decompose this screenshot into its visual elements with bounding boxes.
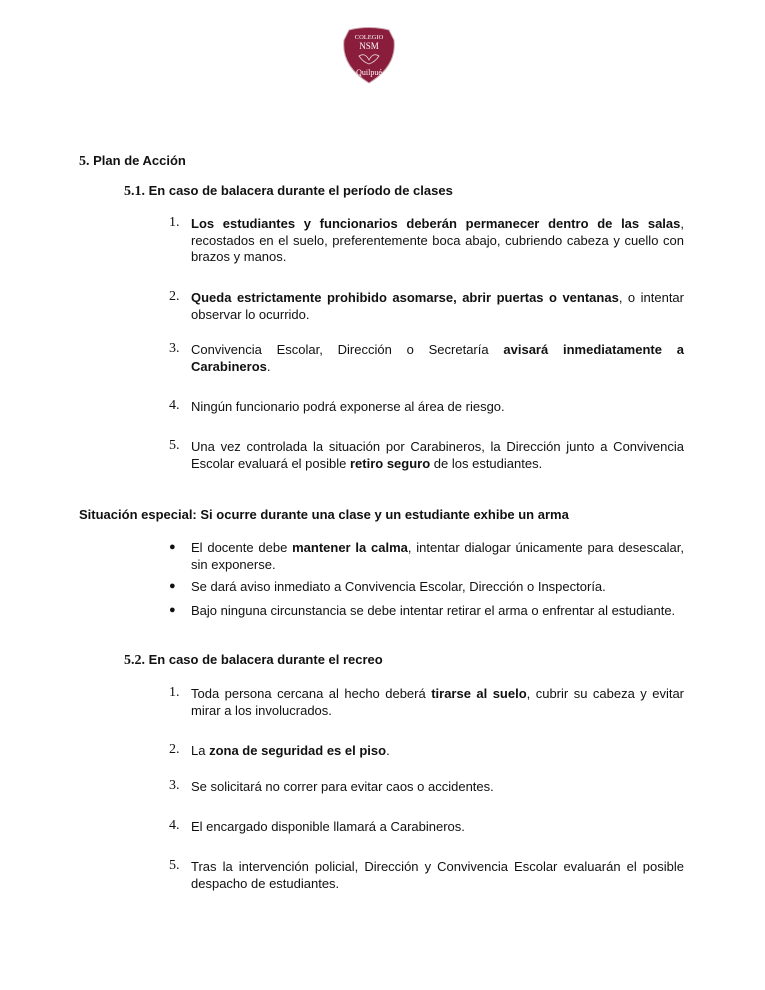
list-item [191, 290, 684, 323]
item-pre: La [191, 743, 210, 758]
bullet-icon: ● [169, 604, 176, 616]
item-bold: tirarse al suelo [431, 686, 527, 701]
item-text: . [266, 358, 271, 374]
list-item [191, 779, 684, 796]
item-text: Ningún funcionario podrá exponerse al área de riesgo. [191, 399, 505, 414]
list-number: 1. [169, 215, 180, 230]
item-text: , o intentar observar lo ocurrido. [191, 290, 684, 322]
list-number: 3. [169, 341, 180, 356]
logo-line3: Quilpué [356, 68, 382, 77]
subsection-title-text: En caso de balacera durante el período de clases [148, 183, 453, 198]
subsection-title-2 [124, 652, 383, 669]
item-pre: Toda persona cercana al hecho deberá [191, 686, 432, 701]
list-number: 1. [169, 685, 180, 700]
list-item [191, 216, 684, 266]
bullet-icon: ● [169, 580, 176, 592]
item-bold: retiro seguro [349, 455, 431, 471]
bullet-item [191, 579, 684, 596]
item-text: Se solicitará no correr para evitar caos o accidentes. [191, 779, 494, 794]
section-title [79, 153, 186, 170]
bullet-item [191, 603, 684, 620]
item-pre: Una vez controlada la situación por Carabineros, la Dirección junto a Convivencia Escolar evaluará el posible [191, 439, 684, 471]
list-item [191, 819, 684, 836]
item-bold: zona de seguridad es el piso [209, 743, 387, 758]
subsection-title-text: En caso de balacera durante el recreo [148, 652, 383, 667]
subsection-title-1 [124, 183, 453, 200]
list-number: 4. [169, 818, 180, 833]
logo-line2: NSM [359, 41, 379, 51]
item-text: Bajo ninguna circunstancia se debe intentar retirar el arma o enfrentar al estudiante. [191, 603, 676, 618]
subsection-number: 5.1. [124, 184, 145, 199]
item-text: El encargado disponible llamará a Carabineros. [191, 819, 465, 834]
bullet-item [191, 540, 684, 573]
item-bold: Queda estrictamente prohibido asomarse, abrir puertas o ventanas [191, 290, 619, 305]
list-number: 2. [169, 289, 180, 304]
item-pre: Convivencia Escolar, Dirección o Secretaría [191, 342, 504, 357]
list-item [191, 439, 684, 472]
item-text: , cubrir su cabeza y evitar mirar a los involucrados. [191, 686, 684, 718]
list-number: 3. [169, 778, 180, 793]
list-item [191, 686, 684, 719]
bullet-icon: ● [169, 541, 176, 553]
item-pre: El docente debe [191, 540, 293, 555]
list-number: 2. [169, 742, 180, 757]
section-number: 5. [79, 154, 90, 169]
item-text: , intentar dialogar únicamente para desescalar, sin exponerse. [191, 540, 685, 572]
list-item [191, 342, 684, 375]
section-title-text: Plan de Acción [93, 153, 186, 168]
list-item [191, 859, 684, 892]
list-number: 4. [169, 398, 180, 413]
list-number: 5. [169, 438, 180, 453]
item-bold: Los estudiantes y funcionarios deberán permanecer dentro de las salas [191, 216, 681, 231]
list-number: 5. [169, 858, 180, 873]
item-text: de los estudiantes. [430, 455, 543, 471]
item-text: . [386, 743, 390, 758]
list-item [191, 399, 684, 416]
school-crest-logo [341, 26, 397, 84]
item-text: Se dará aviso inmediato a Convivencia Escolar, Dirección o Inspectoría. [191, 579, 606, 594]
item-bold: avisará inmediatamente a Carabineros [191, 342, 684, 374]
logo-line1: COLEGIO [354, 34, 384, 41]
subsection-number: 5.2. [124, 653, 145, 668]
special-situation-title: Situación especial: Si ocurre durante una clase y un estudiante exhibe un arma [79, 507, 569, 522]
item-bold: mantener la calma [292, 540, 408, 555]
list-item [191, 743, 684, 760]
item-text: Tras la intervención policial, Dirección y Convivencia Escolar evaluarán el posible despacho de estudiantes. [191, 859, 684, 891]
item-text: , recostados en el suelo, preferentemente boca abajo, cubriendo cabeza y cuello con brazos y manos. [191, 216, 684, 264]
